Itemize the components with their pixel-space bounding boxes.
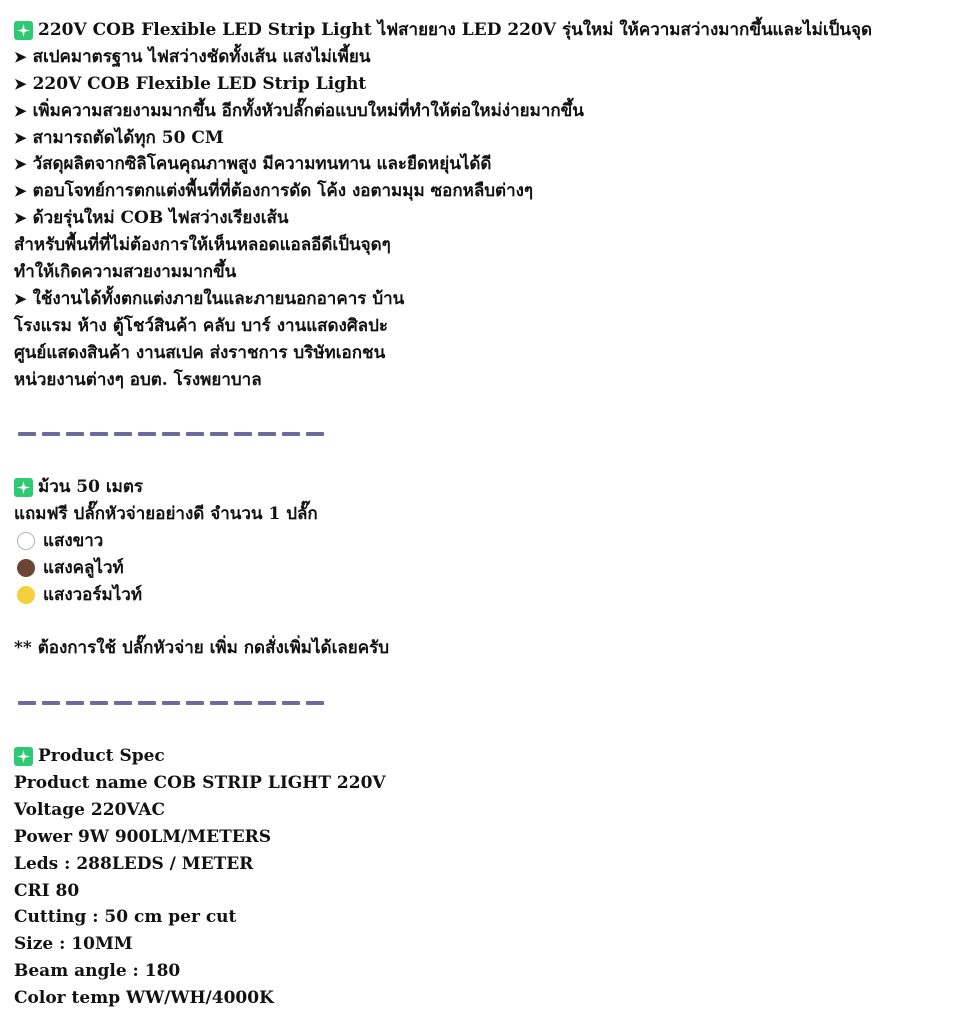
dash — [186, 432, 204, 436]
dash — [258, 701, 276, 705]
dash — [282, 432, 300, 436]
dash — [234, 701, 252, 705]
bullet-item — [14, 286, 960, 313]
color-label: แสงขาว — [43, 530, 104, 551]
sparkle-icon — [14, 747, 33, 766]
dash — [306, 432, 324, 436]
color-label: แสงวอร์มไวท์ — [43, 584, 143, 605]
dash — [234, 432, 252, 436]
sparkle-icon — [14, 478, 33, 497]
spacer — [14, 609, 960, 636]
dash — [210, 432, 228, 436]
dash — [186, 701, 204, 705]
bullet-text: วัสดุผลิตจากซิลิโคนคุณภาพสูง มีความทนทาน และยืดหยุ่นได้ดี — [32, 154, 492, 175]
dash — [66, 432, 84, 436]
roll-title: ม้วน 50 เมตร — [38, 477, 144, 498]
dash — [282, 701, 300, 705]
bullet-text: ด้วยรุ่นใหม่ COB ไฟสว่างเรียงเส้น — [32, 208, 289, 229]
dash — [42, 701, 60, 705]
gift-text: แถมฟรี ปลั๊กหัวจ่ายอย่างดี จำนวน 1 ปลั๊ก — [14, 504, 318, 525]
bullet-item — [14, 205, 960, 232]
headline-line — [14, 17, 960, 44]
spacer — [14, 662, 960, 689]
bullet-text: เพิ่มความสวยงามมากขึ้น อีกทั้งหัวปลั๊กต่อแบบใหม่ที่ทำให้ต่อใหม่ง่ายมากขึ้น — [32, 100, 584, 121]
dash — [138, 701, 156, 705]
bullet-text: ใช้งานได้ทั้งตกแต่งภายในและภายนอกอาคาร บ้าน — [32, 288, 405, 309]
roll-title-line — [14, 474, 960, 501]
spec-line: Cutting : 50 cm per cut — [14, 907, 237, 928]
dash-divider — [14, 689, 960, 716]
dash — [90, 432, 108, 436]
dash — [18, 432, 36, 436]
dash — [306, 701, 324, 705]
plug-note: ** ต้องการใช้ ปลั๊กหัวจ่าย เพิ่ม กดสั่งเพิ่มได้เลยครับ — [14, 638, 390, 659]
white-circle-icon — [17, 532, 35, 550]
bullet-item — [14, 125, 960, 152]
dash — [114, 701, 132, 705]
arrow-icon: ➤ — [14, 155, 27, 174]
bullet-text: 220V COB Flexible LED Strip Light — [32, 73, 367, 94]
arrow-icon: ➤ — [14, 47, 27, 66]
dash — [90, 701, 108, 705]
spec-line: CRI 80 — [14, 880, 80, 901]
color-label: แสงคลูไวท์ — [43, 557, 124, 578]
spec-title-line — [14, 743, 960, 770]
bullet-text: สเปคมาตรฐาน ไฟสว่างชัดทั้งเส้น แสงไม่เพี้ยน — [32, 46, 371, 67]
spec-line: Beam angle : 180 — [14, 961, 181, 982]
spacer — [14, 716, 960, 743]
bullet-item — [14, 44, 960, 71]
spacer — [14, 393, 960, 420]
brown-circle-icon — [17, 559, 35, 577]
bullet-text: สามารถตัดได้ทุก 50 CM — [32, 127, 224, 148]
yellow-circle-icon — [17, 586, 35, 604]
dash — [162, 432, 180, 436]
bullet-item — [14, 98, 960, 125]
dash — [66, 701, 84, 705]
bullet-item — [14, 71, 960, 98]
dash — [114, 432, 132, 436]
spec-line: Voltage 220VAC — [14, 799, 165, 820]
arrow-icon: ➤ — [14, 289, 27, 308]
sparkle-icon — [14, 21, 33, 40]
bullet-text: ตอบโจทย์การตกแต่งพื้นที่ที่ต้องการดัด โค้ง งอตามมุม ซอกหลืบต่างๆ — [32, 181, 534, 202]
text-line: สำหรับพื้นที่ที่ไม่ต้องการให้เห็นหลอดแอลอีดีเป็นจุดๆ — [14, 235, 391, 256]
spec-line: Color temp WW/WH/4000K — [14, 988, 274, 1009]
arrow-icon: ➤ — [14, 209, 27, 228]
text-line: ทำให้เกิดความสวยงามมากขึ้น — [14, 262, 237, 283]
bullet-item — [14, 151, 960, 178]
text-line: โรงแรม ห้าง ตู้โชว์สินค้า คลับ บาร์ งานแสดงศิลปะ — [14, 315, 388, 336]
dash-divider — [14, 420, 960, 447]
color-option-warm-white — [14, 582, 960, 609]
spec-title: Product Spec — [38, 746, 165, 767]
arrow-icon: ➤ — [14, 128, 27, 147]
bullet-item — [14, 178, 960, 205]
dash — [18, 701, 36, 705]
color-option-white — [14, 528, 960, 555]
text-line: ศูนย์แสดงสินค้า งานสเปค ส่งราชการ บริษัทเอกชน — [14, 342, 386, 363]
dash — [210, 701, 228, 705]
headline-text: 220V COB Flexible LED Strip Light ไฟสายยาง LED 220V รุ่นใหม่ ให้ความสว่างมากขึ้นและไม่เป็นจุด — [38, 20, 873, 40]
spec-line: Product name COB STRIP LIGHT 220V — [14, 772, 386, 793]
arrow-icon: ➤ — [14, 74, 27, 93]
dash — [42, 432, 60, 436]
dash — [258, 432, 276, 436]
text-line: หน่วยงานต่างๆ อบต. โรงพยาบาล — [14, 369, 262, 390]
arrow-icon: ➤ — [14, 182, 27, 201]
dash — [138, 432, 156, 436]
spec-line: Leds : 288LEDS / METER — [14, 853, 254, 874]
dash — [162, 701, 180, 705]
arrow-icon: ➤ — [14, 101, 27, 120]
spec-line: Size : 10MM — [14, 934, 133, 955]
spacer — [14, 447, 960, 474]
color-option-cool-white — [14, 555, 960, 582]
spec-line: Power 9W 900LM/METERS — [14, 826, 272, 847]
